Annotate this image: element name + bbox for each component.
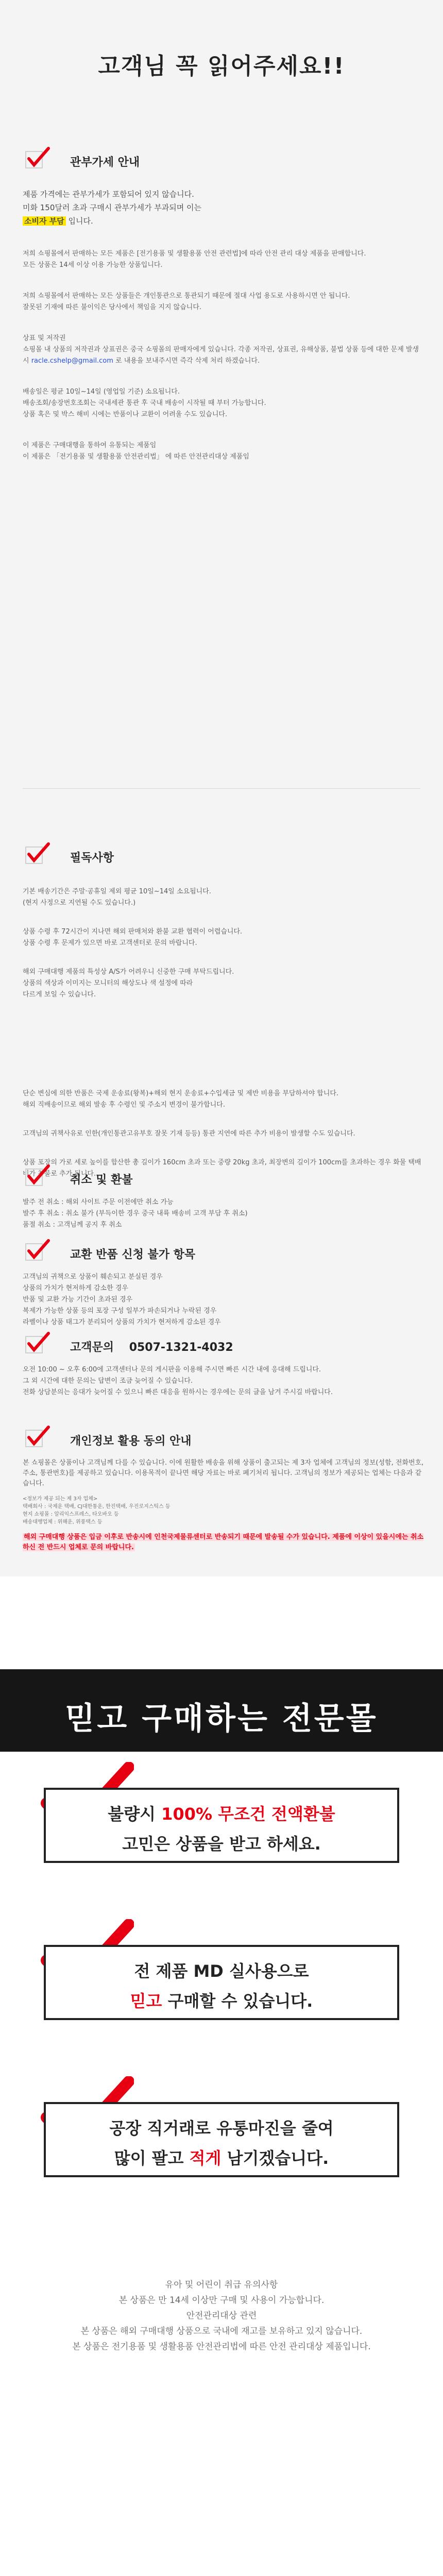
text-line: 단순 변심에 의한 반품은 국제 운송료(왕복)+해외 현지 운송료+수입세금 및 제반 비용을 부담하셔야 합니다. (23, 1090, 339, 1097)
text-line: 잘못된 기재에 따른 불이익은 당사에서 책임을 지지 않습니다. (23, 303, 202, 311)
card-highlight: 100% 무조건 전액환불 (161, 1804, 335, 1824)
highlight-text: 소비자 부담 (23, 216, 66, 226)
text-line: 입니다. (68, 216, 93, 226)
text-line: 로 내용을 보내주시면 즉각 삭제 처리 하겠습니다. (115, 357, 260, 365)
text-line: 반품 및 교환 가능 기간이 초과된 경우 (23, 1296, 133, 1303)
text-line: 배송조회/송장번호조회는 국내세관 통관 후 국내 배송이 시작될 때 부터 가능합니다. (23, 399, 266, 407)
text-line: 저희 쇼핑몰에서 판매하는 모든 상품들은 개인통관으로 통관되기 때문에 절대 사업 용도로 사용하시면 안 됩니다. (23, 292, 350, 300)
text-line: 이 제품은 구매대행을 통하여 유통되는 제품임 (23, 442, 157, 449)
text-line: 상품 포장의 가로 세로 높이를 합산한 총 길이가 160cm 초과 또는 중량 20kg 초과, 최장변의 길이가 100cm를 초과하는 경우 화물 택배비가 착불로 추가 됩니다. (23, 1159, 421, 1178)
footer-line: 본 상품은 전기용품 및 생활용품 안전관리법에 따른 안전 관리대상 제품입니다. (72, 2342, 371, 2352)
text-line: (현지 사정으로 지연될 수도 있습니다.) (23, 899, 136, 907)
section-customs (23, 144, 424, 463)
text-line: 상표 및 저작권 (23, 334, 66, 342)
card-line (46, 1988, 397, 2012)
card-text: 구매할 수 있습니다. (167, 1991, 313, 2011)
card-text: 남기겠습니다. (227, 2148, 329, 2168)
text-line: 미화 150달러 초과 구매시 관부가세가 부과되며 이는 (23, 203, 202, 212)
divider (23, 788, 420, 789)
check-icon (23, 1162, 52, 1191)
card-highlight: 적게 (189, 2148, 222, 2168)
text-line: 배송대행업체 : 위해운, 위풍택스 등 (23, 1519, 103, 1525)
text-line: 전화 상담분의는 응대가 늦어질 수 있으니 빠른 대응을 원하시는 경우에는 문의 글을 남겨 주시길 바랍니다. (23, 1388, 333, 1396)
footer-line: 본 상품은 만 14세 이상만 구매 및 사용이 가능합니다. (118, 2295, 325, 2306)
promise-card-refund (44, 1788, 399, 1863)
text-line: 본 쇼핑몰은 상품이나 고객님께 다를 수 있습니다. 이에 원활한 배송을 위해 상품이 출고되는 제 3자 업체에 고객님의 정보(성함, 전화번호, 주소, 통관번호)를 제공하고 있습니다. 이용목적이 끝나면 해당 자료는 바로 폐기처리 됩니다. 고객님의 정보가 제공되는 업체는 다음과 같습니다. (23, 1459, 424, 1487)
check-icon (23, 1236, 52, 1265)
text-line: 라벨이나 상품 태그가 분리되어 상품의 가치가 현저하게 감소된 경우 (23, 1318, 221, 1326)
text-line: 발주 후 취소 : 취소 불가 (부득이한 경우 중국 내륙 배송비 고객 부담 후 취소) (23, 1210, 248, 1217)
card-highlight: 믿고 (130, 1991, 162, 2011)
promo-banner (0, 1669, 443, 1752)
card-text: 전 제품 MD 실사용으로 (134, 1961, 309, 1981)
text-line: 현지 쇼핑몰 : 알리익스프레스, 타오바오 등 (23, 1512, 119, 1517)
section-title: 필독사항 (70, 852, 114, 865)
text-line: 고객님의 귀책사유로 인한(개인통관고유부호 잘못 기재 등등) 통관 지연에 따른 추가 비용이 발생할 수도 있습니다. (23, 1130, 355, 1138)
text-line: 이 제품은 「전기용품 및 생활용품 안전관리법」 에 따른 안전관리대상 제품임 (23, 453, 249, 461)
check-icon (23, 840, 52, 869)
phone-number[interactable]: 0507-1321-4032 (129, 1341, 233, 1354)
promise-card-factory (44, 2102, 399, 2177)
section-title: 관부가세 안내 (70, 156, 140, 169)
section-title: 교환 반품 신청 불가 항목 (70, 1248, 196, 1261)
text-line: 택배회사 : 국제운 택배, CJ대한통운, 한진택배, 우진로지스틱스 등 (23, 1504, 171, 1510)
card-line (46, 1801, 397, 1825)
text-line: 배송일은 평균 10일~14일 (영업일 기준) 소요됩니다. (23, 388, 180, 396)
text-line: 다르게 보일 수 있습니다. (23, 991, 96, 998)
section-cancel-refund (23, 1162, 424, 1231)
text-line: <정보가 제공 되는 제 3자 업체> (23, 1496, 98, 1502)
check-icon (23, 1329, 52, 1358)
section-contact (23, 1329, 424, 1398)
card-text: 공장 직거래로 유통마진을 줄여 (109, 2119, 334, 2138)
card-text: 많이 팔고 (114, 2148, 184, 2168)
text-line: 상품 수령 후 문제가 있으면 바로 고객센터로 문의 바랍니다. (23, 939, 197, 947)
text-line: 해외 구매대행 제품의 특성상 A/S가 어려우니 신중한 구매 부탁드립니다. (23, 968, 234, 976)
card-line (46, 2145, 397, 2169)
card-text: 불량시 (108, 1804, 156, 1824)
text-line: 쇼핑몰 내 상품의 저작권과 상표권은 중국 쇼핑몰의 판매자에게 있습니다. 각종 저작권, 상표권, 유해상품, 불법 상품 등에 대한 문제 발생 시 (23, 346, 419, 365)
text-line: 저희 쇼핑몰에서 판매하는 모든 제품은 [전기용품 및 생활용품 안전 관련법]에 따라 안전 관리 대상 제품을 판매합니다. (23, 250, 366, 258)
text-line: 모든 상품은 14세 이상 이용 가능한 상품입니다. (23, 261, 163, 269)
text-line: 상품의 가치가 현저하게 감소한 경우 (23, 1284, 128, 1292)
warning-text: 해외 구매대행 상품은 입금 이후로 반송시에 인천국제물류센터로 반송되기 때문에 발송될 수가 있습니다. 제품에 이상이 있을시에는 취소하신 전 반드시 업체로 문의 바랍니다. (23, 1533, 424, 1551)
text-line: 발주 전 취소 : 해외 사이트 주문 이전에만 취소 가능 (23, 1198, 174, 1206)
text-line: 기본 배송기간은 주말·공휴일 제외 평균 10일~14일 소요됩니다. (23, 888, 211, 895)
text-line: 제품 가격에는 관부가세가 포함되어 있지 않습니다. (23, 190, 194, 199)
promise-card-md (44, 1945, 399, 2020)
page-title: 고객님 꼭 읽어주세요!! (98, 53, 345, 79)
banner-title: 믿고 구매하는 전문몰 (65, 1701, 378, 1737)
check-icon (23, 1423, 52, 1452)
section-must-read (23, 840, 424, 1180)
section-privacy (23, 1423, 424, 1553)
footer-line: 안전관리대상 관련 (186, 2311, 257, 2321)
section-title: 취소 및 환불 (70, 1174, 133, 1187)
text-line: 복제가 가능한 상품 등의 포장 구성 일부가 파손되거나 누락된 경우 (23, 1307, 217, 1315)
footer-line: 본 상품은 해외 구매대행 상품으로 국내에 재고를 보유하고 있지 않습니다. (80, 2326, 363, 2336)
footer-line: 유아 및 어린이 취급 유의사항 (165, 2280, 278, 2290)
section-no-exchange (23, 1236, 424, 1328)
text-line: 상품 수령 후 72시간이 지나면 해외 판매처와 환불 교환 협력이 어렵습니다. (23, 928, 243, 936)
text-line: 상품의 색상과 이미지는 모니터의 해상도나 색 설정에 따라 (23, 979, 193, 987)
footer-notice (0, 2277, 443, 2354)
text-line: 품절 취소 : 고객님께 공지 후 취소 (23, 1221, 122, 1229)
section-title-text: 고객문의 (70, 1341, 114, 1354)
card-text: 고민은 상품을 받고 하세요. (122, 1834, 321, 1854)
text-line: 상품 혹은 및 박스 해비 시에는 반품이나 교환이 어려울 수도 있습니다. (23, 411, 228, 418)
text-line: 오전 10:00 ~ 오후 6:00에 고객센터나 문의 게시판을 이용해 주시면 빠른 시간 내에 응대해 드립니다. (23, 1366, 321, 1374)
text-line: 해외 직배송이므로 해외 발송 후 수령인 및 주소지 변경이 불가합니다. (23, 1101, 225, 1109)
text-line: 그 외 시간에 대한 문의는 답변이 조금 늦어질 수 있습니다. (23, 1377, 193, 1385)
section-title (70, 1338, 233, 1354)
check-icon (23, 144, 52, 173)
email-link[interactable]: racle.cshelp@gmail.com (31, 357, 113, 365)
section-title: 개인정보 활용 동의 안내 (70, 1435, 192, 1448)
text-line: 고객님의 귀책으로 상품이 훼손되고 분실된 경우 (23, 1273, 163, 1281)
